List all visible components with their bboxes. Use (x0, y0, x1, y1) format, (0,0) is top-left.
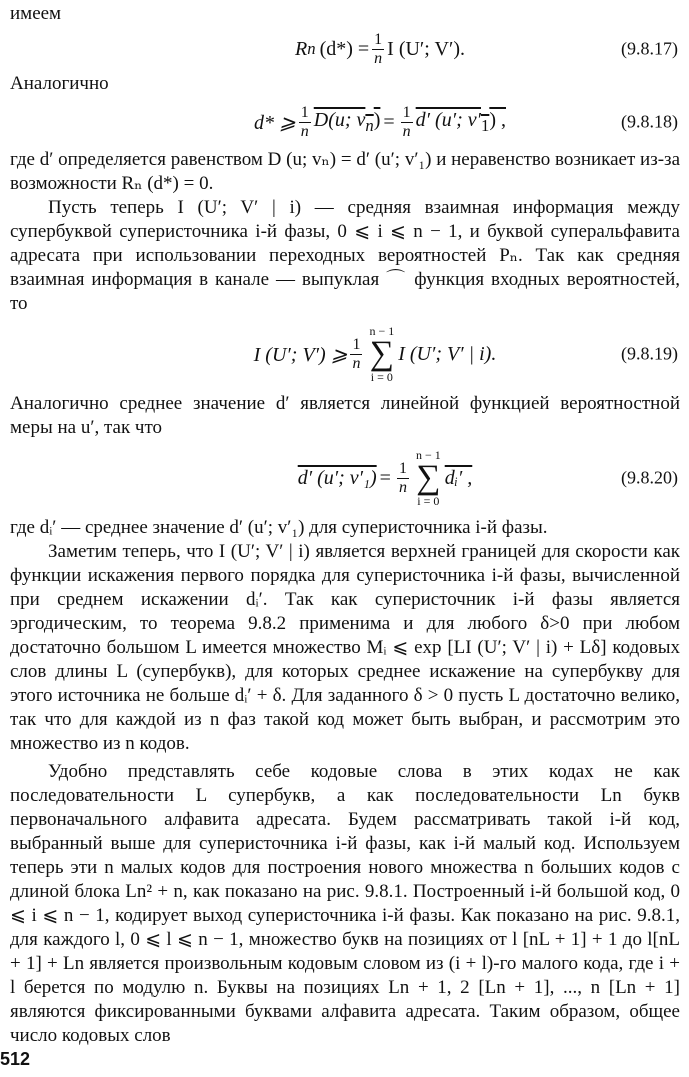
eq3-number: (9.8.19) (621, 343, 678, 364)
page (10, 0, 680, 1048)
equation-9-8-17 (10, 26, 680, 72)
eq4-number: (9.8.20) (621, 467, 678, 488)
eq2-number: (9.8.18) (621, 111, 678, 132)
eq1-sub: n (307, 39, 316, 58)
paragraph-4: где dᵢ′ — среднее значение d′ (u′; v′₁) для суперисточника i-й фазы. (10, 517, 548, 538)
eq2-lhs: d* ⩾ (253, 111, 296, 134)
intro-text: имеем (10, 3, 62, 24)
eq4-lhs: d′ (u′; v′₁) (297, 466, 377, 489)
eq1-number: (9.8.17) (621, 38, 678, 59)
eq4-rhs: dᵢ′ , (444, 466, 473, 489)
equation-9-8-18 (10, 96, 680, 148)
paragraph-1: где d′ определяется равенством D (u; vₙ) = d′ (u′; v′₁) и неравенство возникает из-за возможности Rₙ (d*) = 0. (10, 149, 680, 194)
eq3-fraction: $\frac{1}{n}$ (352, 335, 361, 372)
eq2-fraction-2: $\frac{1}{n}$ (402, 103, 411, 140)
eq2-fraction-1: $\frac{1}{n}$ (300, 103, 309, 140)
paragraph-6: Удобно представлять себе кодовые слова в этих кодах не как последовательности L супербукв, а как последовательности Ln букв первоначального алфавита адресата. Будем рассматривать такой i-й код, выбранный выше для суперисточника i-й фазы, как i-й малый код. Используем теперь эти n малых кодов для построения нового множества n больших кодов с длиной блока Ln² + n, как показано на рис. 9.8.1. Построенный i-й большой код, 0 ⩽ i ⩽ n − 1, кодирует выход суперисточника i-й фазы. Как показано на рис. 9.8.1, для каждого l, 0 ⩽ l ⩽ n − 1, множество букв на позициях от l [nL + 1] + 1 до l[nL + 1] + Ln является произвольным кодовым словом из (i + l)-го малого кода, где i + l берется по модулю n. Буквы на позициях Ln + 1, 2 [Ln + 1], ..., n [Ln + 1] являются фиксированными буквами алфавита адресата. Таким образом, общее число кодовых слов (10, 761, 680, 1046)
eq2-term2: d′ (u′; $v'_1$) , (415, 108, 506, 135)
eq3-rhs: I (U′; V′ | i). (398, 342, 497, 365)
eq4-mid: = (379, 466, 391, 489)
paragraph-5: Заметим теперь, что I (U′; V′ | i) является верхней границей для скорости как функции искажения первого порядка для суперисточника i-й фазы, вычисленной при среднем искажении dᵢ′. Так как суперисточник i-й фазы является эргодическим, то теорема 9.8.2 применима и для любого δ>0 при любом достаточно большом L имеется множество Mᵢ ⩽ exp [LI (U′; V′ | i) + Lδ] кодовых слов длины L (супербукв), для которых среднее искажение на супербукву для этого источника не больше dᵢ′ + δ. Для заданного δ > 0 пусть L достаточно велико, так что для каждой из n фаз такой код может быть выбран, и рассмотрим это множество из n кодов. (10, 541, 680, 754)
eq4-fraction: $\frac{1}{n}$ (398, 459, 407, 496)
analog-text-1: Аналогично (10, 73, 109, 94)
eq3-lhs: I (U′; V′) ⩾ (253, 343, 348, 366)
eq1-rhs: I (U′; V′). (387, 37, 465, 60)
eq1-lhs: R (295, 37, 308, 60)
eq4-sum: n − 1 ∑ i = 0 (415, 448, 441, 508)
page-number: 512 (0, 1049, 31, 1069)
eq2-mid: = (383, 110, 395, 133)
equation-9-8-19 (10, 316, 680, 392)
eq1-fraction: $\frac{1}{n}$ (374, 30, 383, 67)
equation-9-8-20 (10, 440, 680, 516)
eq1-arg: (d*) = (319, 37, 370, 60)
paragraph-3: Аналогично среднее значение d′ является линейной функцией вероятностной меры на u′, так что (10, 393, 680, 438)
paragraph-2: Пусть теперь I (U′; V′ | i) — средняя взаимная информация между супербуквой суперисточника i-й фазы, 0 ⩽ i ⩽ n − 1, и буквой суперальфавита адресата при использовании переходных вероятностей Pₙ. Так как средняя взаимная информация в канале — выпуклая ⌒ функция входных вероятностей, то (10, 197, 680, 314)
eq3-sum: n − 1 ∑ i = 0 (369, 324, 395, 384)
eq2-term1: D(u; $v_n$) (313, 108, 381, 135)
